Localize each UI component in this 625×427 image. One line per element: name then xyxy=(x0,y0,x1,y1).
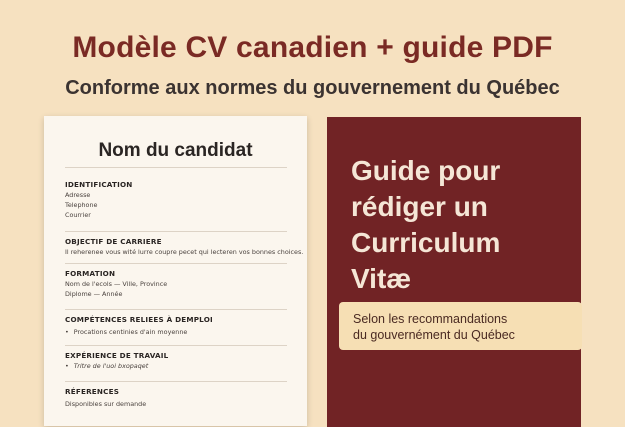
cv-line: Courrier xyxy=(65,211,91,219)
cv-section-heading: EXPÉRIENCE DE TRAVAIL xyxy=(65,351,169,360)
cv-section-heading: COMPÉTENCES RELIEES À DEMPLOI xyxy=(65,315,213,324)
cv-line: Nom de l'ecols — Ville, Province xyxy=(65,280,168,288)
cv-section-formation xyxy=(65,264,287,299)
cv-section-skills xyxy=(65,310,287,337)
cv-bullet-line: • Procations centinies d'ain moyenne xyxy=(65,327,287,337)
cv-section-references xyxy=(65,382,287,409)
cv-line-text: Tritre de l'uoi bxopaqet xyxy=(73,362,149,370)
divider xyxy=(65,167,287,168)
cv-section-objective xyxy=(65,232,304,257)
cv-line: Diplome — Année xyxy=(65,290,123,298)
page-title: Modèle CV canadien + guide PDF xyxy=(72,31,553,64)
page-subtitle: Conforme aux normes du gouvernement du Québec xyxy=(65,77,560,99)
guide-title-line: Vitæ xyxy=(351,263,412,294)
divider xyxy=(65,231,287,232)
cv-bullet-line xyxy=(65,361,287,371)
guide-title-line: rédiger un xyxy=(351,191,488,222)
cv-line: Il reherenee vous wité lurre coupre pecet qui lecteren vos bonnes choices. xyxy=(65,248,304,256)
cv-section-heading: OBJECTIF DE CARRIERE xyxy=(65,237,162,246)
guide-title-line: Curriculum xyxy=(351,227,501,258)
cv-template-preview xyxy=(44,116,307,426)
divider xyxy=(65,381,287,382)
guide-note-line: du gouvernément du Québec xyxy=(353,328,515,342)
cv-line: Telephone xyxy=(65,201,98,209)
guide-recommendation-text xyxy=(353,311,515,343)
divider xyxy=(65,263,287,264)
guide-title-line: Guide pour xyxy=(351,155,501,186)
cv-candidate-name: Nom du candidat xyxy=(98,140,253,161)
guide-title xyxy=(351,153,571,297)
cv-section-heading: IDENTIFICATION xyxy=(65,180,133,189)
cv-line: Disponibles sur demande xyxy=(65,400,147,408)
cv-section-heading: FORMATION xyxy=(65,269,116,278)
cv-section-heading: RÉFERENCES xyxy=(65,387,120,396)
divider xyxy=(65,309,287,310)
cv-section-experience xyxy=(65,346,287,371)
cv-section-identification xyxy=(65,170,287,220)
guide-recommendation-box xyxy=(339,302,582,350)
divider xyxy=(65,345,287,346)
cv-line: Adresse xyxy=(65,191,91,199)
guide-cover xyxy=(327,117,581,427)
guide-note-line: Selon les recommandations xyxy=(353,312,508,326)
